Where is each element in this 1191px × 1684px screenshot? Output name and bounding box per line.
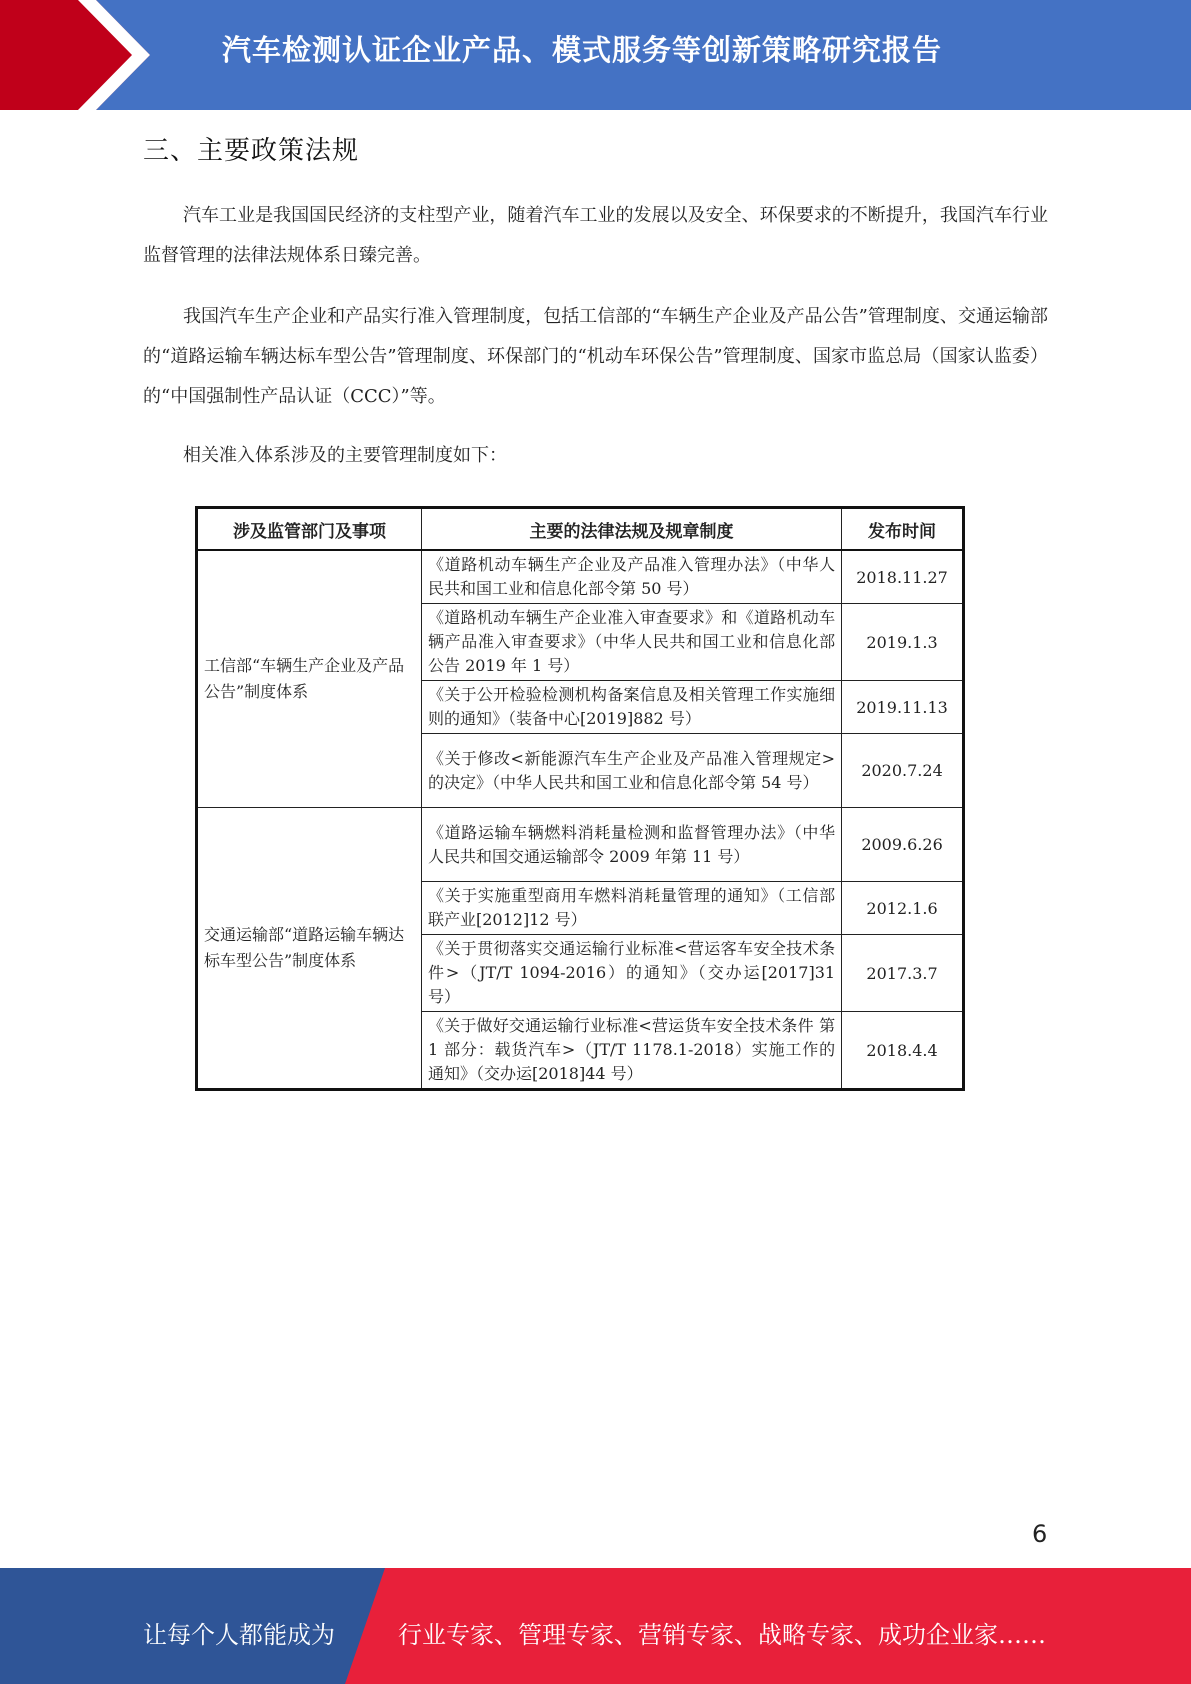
table-row — [197, 808, 964, 882]
dept-cell-mot: 交通运输部“道路运输车辆达标车型公告”制度体系 — [197, 808, 422, 1090]
dept-cell-miit: 工信部“车辆生产企业及产品公告”制度体系 — [197, 550, 422, 808]
law-cell: 《关于贯彻落实交通运输行业标准<营运客车安全技术条件>（JT/T 1094-2016）的通知》（交办运[2017]31 号） — [421, 935, 841, 1012]
paragraph-intro: 汽车工业是我国国民经济的支柱型产业，随着汽车工业的发展以及安全、环保要求的不断提升，我国汽车行业监督管理的法律法规体系日臻完善。 — [143, 205, 1048, 266]
page-number: 6 — [1032, 1520, 1048, 1548]
section-heading: 三、主要政策法规 — [143, 136, 360, 166]
regulations-table — [195, 506, 965, 1091]
date-cell: 2017.3.7 — [842, 935, 964, 1012]
footer-slogan-right: 行业专家、管理专家、营销专家、战略专家、成功企业家…… — [398, 1621, 1046, 1649]
law-cell: 《关于做好交通运输行业标准<营运货车安全技术条件 第 1 部分：载货汽车>（JT/T 1178.1-2018）实施工作的通知》（交办运[2018]44 号） — [421, 1012, 841, 1090]
date-cell: 2009.6.26 — [842, 808, 964, 882]
law-cell: 《关于公开检验检测机构备案信息及相关管理工作实施细则的通知》（装备中心[2019]882 号） — [421, 681, 841, 734]
header-band — [0, 0, 1191, 110]
date-cell: 2018.11.27 — [842, 550, 964, 604]
law-cell: 《关于实施重型商用车燃料消耗量管理的通知》（工信部联产业[2012]12 号） — [421, 882, 841, 935]
law-cell: 《道路运输车辆燃料消耗量检测和监督管理办法》（中华人民共和国交通运输部令 2009 年第 11 号） — [421, 808, 841, 882]
table-header-row — [197, 508, 964, 551]
date-cell: 2019.11.13 — [842, 681, 964, 734]
law-cell: 《关于修改<新能源汽车生产企业及产品准入管理规定>的决定》（中华人民共和国工业和信息化部令第 54 号） — [421, 734, 841, 808]
footer-slogan-left: 让每个人都能成为 — [143, 1621, 335, 1649]
date-cell: 2019.1.3 — [842, 604, 964, 681]
footer-band — [0, 1568, 1191, 1684]
paragraph-access-system: 我国汽车生产企业和产品实行准入管理制度，包括工信部的“车辆生产企业及产品公告”管理制度、交通运输部的“道路运输车辆达标车型公告”管理制度、环保部门的“机动车环保公告”管理制度、国家市监总局（国家认监委）的“中国强制性产品认证（CCC）”等。 — [143, 306, 1048, 407]
paragraph-table-lead: 相关准入体系涉及的主要管理制度如下： — [183, 445, 507, 466]
table-row — [197, 550, 964, 604]
header-red-chevron — [0, 0, 160, 110]
date-cell: 2018.4.4 — [842, 1012, 964, 1090]
report-title: 汽车检测认证企业产品、模式服务等创新策略研究报告 — [222, 33, 943, 67]
header-dept: 涉及监管部门及事项 — [197, 508, 422, 551]
date-cell: 2012.1.6 — [842, 882, 964, 935]
header-law: 主要的法律法规及规章制度 — [421, 508, 841, 551]
date-cell: 2020.7.24 — [842, 734, 964, 808]
law-cell: 《道路机动车辆生产企业准入审查要求》和《道路机动车辆产品准入审查要求》（中华人民共和国工业和信息化部公告 2019 年 1 号） — [421, 604, 841, 681]
law-cell: 《道路机动车辆生产企业及产品准入管理办法》（中华人民共和国工业和信息化部令第 50 号） — [421, 550, 841, 604]
header-date: 发布时间 — [842, 508, 964, 551]
